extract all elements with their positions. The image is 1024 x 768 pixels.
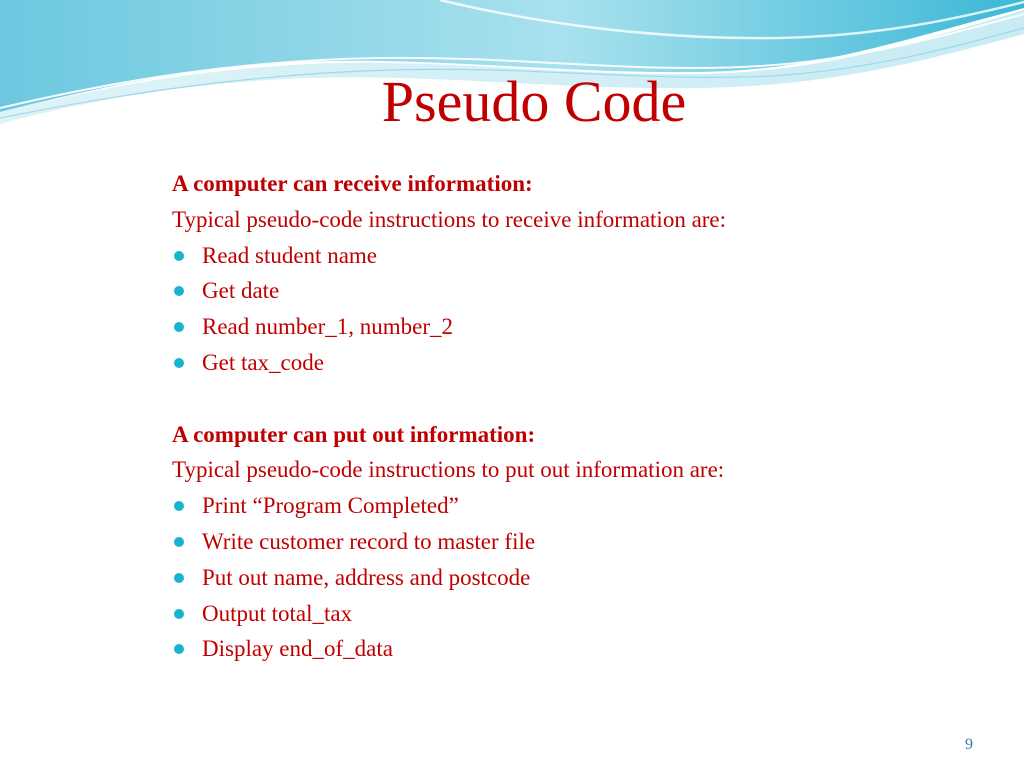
list-item-text: Put out name, address and postcode — [202, 564, 531, 590]
section-intro-output: Typical pseudo-code instructions to put out information are: — [172, 457, 725, 483]
list-item — [172, 560, 992, 596]
list-item-text: Get tax_code — [202, 349, 324, 375]
bullet-icon — [174, 358, 184, 368]
list-item — [172, 596, 992, 632]
receive-instructions-list — [172, 238, 992, 381]
bullet-icon — [174, 537, 184, 547]
slide-number: 9 — [965, 736, 973, 753]
list-item-text: Output total_tax — [202, 600, 353, 626]
list-item — [172, 273, 992, 309]
list-item — [172, 488, 992, 524]
bullet-icon — [174, 573, 184, 583]
bullet-icon — [174, 286, 184, 296]
list-item — [172, 631, 992, 667]
list-item — [172, 524, 992, 560]
bullet-icon — [174, 644, 184, 654]
bullet-icon — [174, 609, 184, 619]
section-intro-receive: Typical pseudo-code instructions to receive information are: — [172, 206, 727, 232]
bullet-icon — [174, 501, 184, 511]
section-heading-receive: A computer can receive information: — [172, 171, 533, 196]
list-item — [172, 238, 992, 274]
list-item-text: Write customer record to master file — [202, 528, 536, 554]
list-item-text: Read number_1, number_2 — [202, 314, 454, 340]
section-spacer — [172, 381, 992, 417]
list-item-text: Read student name — [202, 242, 378, 268]
list-item-text: Print “Program Completed” — [202, 493, 459, 519]
output-instructions-list — [172, 488, 992, 667]
bullet-icon — [174, 322, 184, 332]
section-heading-output: A computer can put out information: — [172, 421, 536, 447]
list-item-text: Get date — [202, 278, 280, 304]
bullet-icon — [174, 251, 184, 261]
slide-body — [172, 166, 992, 667]
list-item — [172, 309, 992, 345]
list-item — [172, 345, 992, 381]
slide-title: Pseudo Code — [381, 69, 687, 134]
list-item-text: Display end_of_data — [202, 636, 393, 662]
